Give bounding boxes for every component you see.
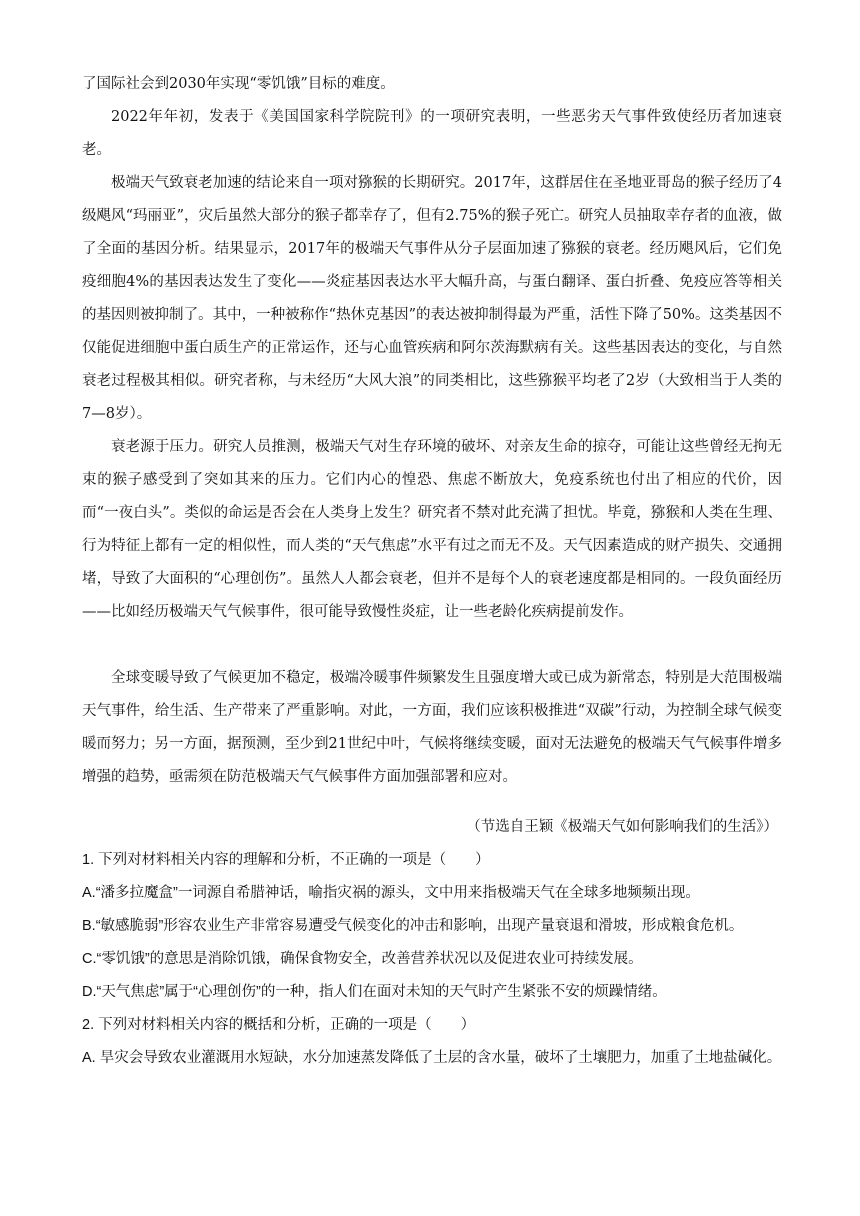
question-1-stem: 1. 下列对材料相关内容的理解和分析，不正确的一项是（ ） <box>82 852 490 868</box>
paragraph-study-intro: 2022年年初，发表于《美国国家科学院院刊》的一项研究表明，一些恶劣天气事件致使经历者加速衰老。 <box>82 109 782 158</box>
paragraph-continuation: 了国际社会到2030年实现“零饥饿”目标的难度。 <box>82 76 395 92</box>
question-2-option-a: A. 旱灾会导致农业灌溉用水短缺，水分加速蒸发降低了土层的含水量，破坏了土壤肥力，加重了土地盐碱化。 <box>82 1050 782 1066</box>
question-2-stem: 2. 下列对材料相关内容的概括和分析，正确的一项是（ ） <box>82 1017 476 1033</box>
question-1-option-a: A.“潘多拉魔盒”一词源自希腊神话，喻指灾祸的源头，文中用来指极端天气在全球多地频频出现。 <box>82 885 700 901</box>
paragraph-macaque-study: 极端天气致衰老加速的结论来自一项对猕猴的长期研究。2017年，这群居住在圣地亚哥岛的猴子经历了4级飓风“玛丽亚”，灾后虽然大部分的猴子都幸存了，但有2.75%的猴子死亡。研究人员抽取幸存者的血液，做了全面的基因分析。结果显示，2017年的极端天气事件从分子层面加速了猕猴的衰老。经历飓风后，它们免疫细胞4%的基因表达发生了变化——炎症基因表达水平大幅升高，与蛋白翻译、蛋白折叠、免疫应答等相关的基因则被抑制了。其中，一种被称作“热休克基因”的表达被抑制得最为严重，活性下降了50%。这类基因不仅能促进细胞中蛋白质生产的正常运作，还与心血管疾病和阿尔茨海默病有关。这些基因表达的变化，与自然衰老过程极其相似。研究者称，与未经历“大风大浪”的同类相比，这些猕猴平均老了2岁（大致相当于人类的7—8岁）。 <box>82 175 782 422</box>
question-1-option-d: D.“天气焦虑”属于“心理创伤”的一种，指人们在面对未知的天气时产生紧张不安的烦躁情绪。 <box>82 984 667 1000</box>
question-1-option-b: B.“敏感脆弱”形容农业生产非常容易遭受气候变化的冲击和影响，出现产量衰退和滑坡，形成粮食危机。 <box>82 918 744 934</box>
source-citation: （节选自王颖《极端天气如何影响我们的生活》） <box>466 819 778 835</box>
question-1-option-c: C.“零饥饿”的意思是消除饥饿，确保食物安全，改善营养状况以及促进农业可持续发展。 <box>82 951 643 967</box>
paragraph-climate-response: 全球变暖导致了气候更加不稳定，极端冷暖事件频繁发生且强度增大或已成为新常态，特别是大范围极端天气事件，给生活、生产带来了严重影响。对此，一方面，我们应该积极推进“双碳”行动，为控制全球气候变暖而努力；另一方面，据预测，至少到21世纪中叶，气候将继续变暖，面对无法避免的极端天气气候事件增多增强的趋势，亟需须在防范极端天气气候事件方面加强部署和应对。 <box>82 670 782 785</box>
paragraph-stress-aging: 衰老源于压力。研究人员推测，极端天气对生存环境的破坏、对亲友生命的掠夺，可能让这些曾经无拘无束的猴子感受到了突如其来的压力。它们内心的惶恐、焦虑不断放大，免疫系统也付出了相应的代价，因而“一夜白头”。类似的命运是否会在人类身上发生？研究者不禁对此充满了担忧。毕竟，猕猴和人类在生理、行为特征上都有一定的相似性，而人类的“天气焦虑”水平有过之而无不及。天气因素造成的财产损失、交通拥堵，导致了大面积的“心理创伤”。虽然人人都会衰老，但并不是每个人的衰老速度都是相同的。一段负面经历——比如经历极端天气气候事件，很可能导致慢性炎症，让一些老龄化疾病提前发作。 <box>82 439 782 620</box>
